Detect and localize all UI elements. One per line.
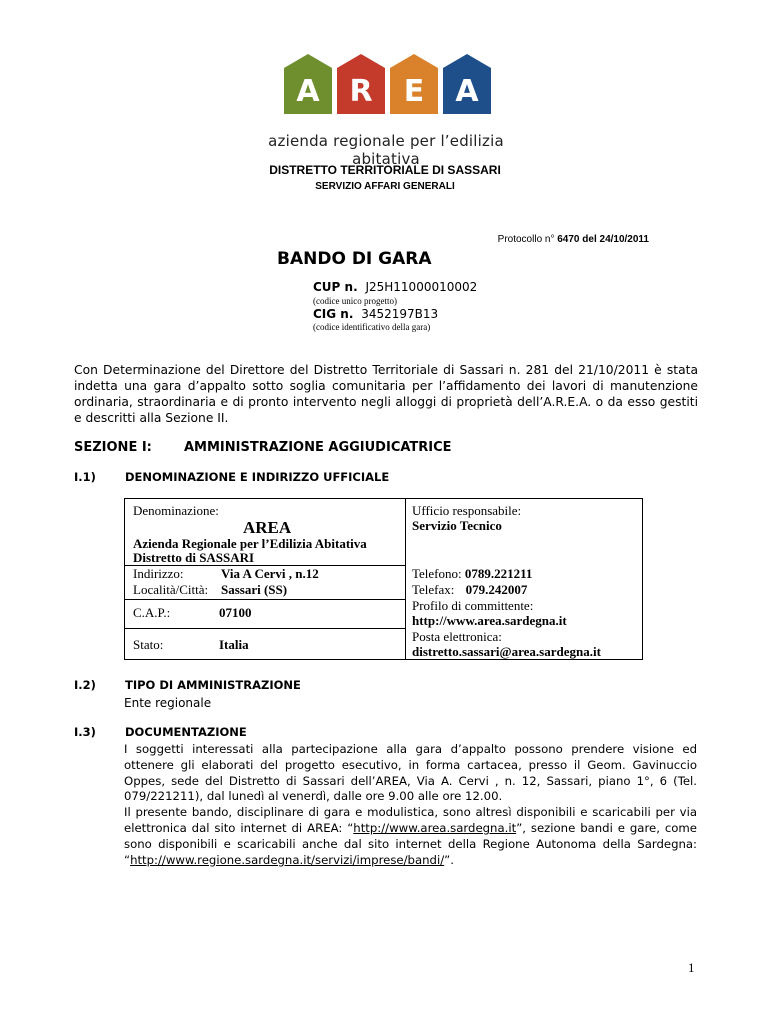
sub1-number: I.1) bbox=[74, 470, 96, 484]
ufficio-value: Servizio Tecnico bbox=[412, 518, 502, 533]
logo-house-a2: A bbox=[443, 54, 491, 114]
sub3-number: I.3) bbox=[74, 725, 96, 739]
sub1-title: DENOMINAZIONE E INDIRIZZO UFFICIALE bbox=[125, 470, 390, 484]
profilo-link[interactable]: http://www.area.sardegna.it bbox=[412, 613, 567, 628]
denominazione-label: Denominazione: bbox=[133, 503, 219, 518]
area-website-link[interactable]: http://www.area.sardegna.it bbox=[353, 820, 517, 835]
telefax-label: Telefax: bbox=[412, 582, 455, 597]
indirizzo-label: Indirizzo: bbox=[133, 566, 184, 581]
protocol-value: 6470 del 24/10/2011 bbox=[557, 234, 649, 245]
sub2-number: I.2) bbox=[74, 678, 96, 692]
posta-label: Posta elettronica: bbox=[412, 629, 502, 644]
protocol-line bbox=[498, 234, 649, 245]
sub2-title: TIPO DI AMMINISTRAZIONE bbox=[125, 678, 301, 692]
documentation-text bbox=[124, 742, 697, 868]
profilo-label: Profilo di committente: bbox=[412, 598, 534, 613]
cap-value: 07100 bbox=[219, 605, 252, 620]
localita-value: Sassari (SS) bbox=[221, 582, 288, 597]
denominazione-district: Distretto di SASSARI bbox=[133, 550, 255, 565]
cup-note: (codice unico progetto) bbox=[313, 296, 397, 306]
denominazione-full-name: Azienda Regionale per l’Edilizia Abitativa bbox=[133, 536, 367, 551]
telefono-value: 0789.221211 bbox=[464, 566, 533, 581]
localita-label: Località/Città: bbox=[133, 582, 209, 597]
telefax-line bbox=[412, 582, 527, 598]
section-title: AMMINISTRAZIONE AGGIUDICATRICE bbox=[184, 440, 452, 455]
cig-note: (codice identificativo della gara) bbox=[313, 322, 431, 332]
logo-house-r: R bbox=[337, 54, 385, 114]
cup-label: CUP n. bbox=[313, 280, 358, 294]
district-heading: DISTRETTO TERRITORIALE DI SASSARI bbox=[269, 163, 501, 177]
cup-line bbox=[313, 280, 477, 294]
logo-tagline: azienda regionale per l’edilizia abitativa bbox=[268, 132, 504, 168]
cig-line bbox=[313, 307, 438, 321]
telefono-label: Telefono: bbox=[412, 566, 462, 581]
documentation-paragraph-1: I soggetti interessati alla partecipazione alla gara d’appalto possono prendere visione ed ottenere gli elaborati del progetto esecutivo, in forma cartacea, presso il Geom. Gavinuccio Oppes, sede del Distretto di Sassari dell’AREA, Via A. Cervi , n. 12, Sassari, piano 1°, 6 (Tel. 079/221211), dal lunedì al venerdì, dalle ore 9.00 alle ore 12.00. bbox=[124, 742, 697, 804]
indirizzo-value: Via A Cervi , n.12 bbox=[221, 566, 319, 581]
documentation-paragraph-2: Il presente bando, disciplinare di gara e modulistica, sono altresì disponibili e scaricabili per via elettronica dal sito internet di AREA: “http://www.area.sardegna.it”, sezione bandi e gare, come sono disponibili e scaricabili anche dal sito internet della Regione Autonoma della Sardegna: “http://www.regione.sardegna.it/servizi/imprese/bandi/”. bbox=[124, 805, 697, 867]
logo-house-a1: A bbox=[284, 54, 332, 114]
intro-paragraph: Con Determinazione del Direttore del Distretto Territoriale di Sassari n. 281 del 21/10/2011 è stata indetta una gara d’appalto sotto soglia comunitaria per l’affidamento dei lavori di manutenzione ordinaria, straordinaria e di pronto intervento negli alloggi di proprietà dell’A.R.E.A. o da esso gestiti e descritti alla Sezione II. bbox=[74, 363, 698, 425]
cig-label: CIG n. bbox=[313, 307, 354, 321]
area-logo bbox=[284, 52, 492, 114]
telefax-value: 079.242007 bbox=[465, 582, 528, 597]
cap-label: C.A.P.: bbox=[133, 605, 171, 620]
telefono-line bbox=[412, 566, 532, 582]
section-label: SEZIONE I: bbox=[74, 440, 152, 455]
sub3-title: DOCUMENTAZIONE bbox=[125, 725, 247, 739]
logo-house-e: E bbox=[390, 54, 438, 114]
cig-value: 3452197B13 bbox=[361, 307, 439, 321]
protocol-label: Protocollo n° bbox=[497, 234, 555, 245]
stato-label: Stato: bbox=[133, 637, 164, 652]
ufficio-label: Ufficio responsabile: bbox=[412, 503, 522, 518]
posta-email[interactable]: distretto.sassari@area.sardegna.it bbox=[412, 644, 601, 659]
sub2-text: Ente regionale bbox=[124, 696, 212, 710]
cup-value: J25H11000010002 bbox=[365, 280, 478, 294]
stato-value: Italia bbox=[219, 637, 249, 652]
contact-table bbox=[124, 498, 643, 660]
page-number: 1 bbox=[688, 960, 695, 975]
service-heading: SERVIZIO AFFARI GENERALI bbox=[315, 181, 455, 192]
page-title: BANDO DI GARA bbox=[277, 249, 432, 269]
denominazione-name: AREA bbox=[243, 518, 292, 537]
regione-website-link[interactable]: http://www.regione.sardegna.it/servizi/imprese/bandi/ bbox=[130, 852, 445, 867]
